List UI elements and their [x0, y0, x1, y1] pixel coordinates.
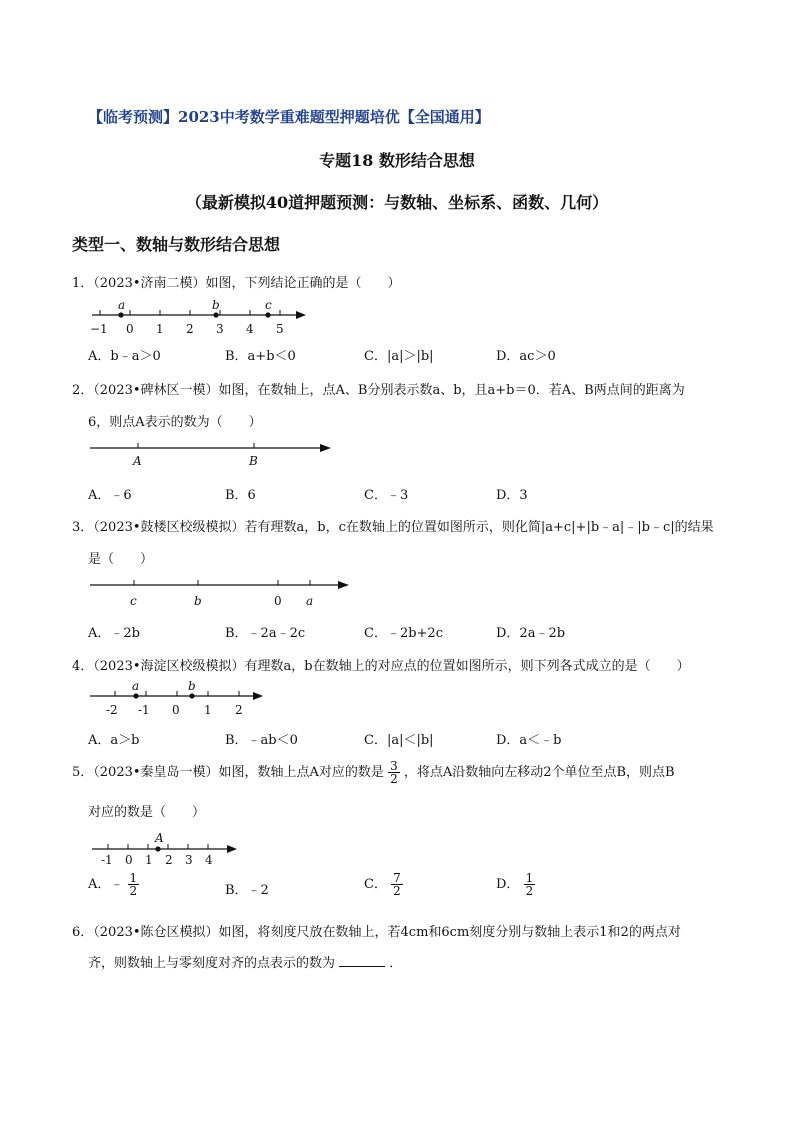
q4-option-d[interactable]: D．a＜﹣b	[496, 733, 562, 748]
q2-option-c[interactable]: C．﹣3	[364, 488, 409, 503]
q5-stem-part1: 5．（2023•秦皇岛一模）如图，数轴上点A对应的数是	[72, 765, 384, 780]
q2-option-d[interactable]: D．3	[496, 488, 528, 503]
q1-point-c	[265, 312, 270, 317]
q4-option-a[interactable]: A．a＞b	[88, 733, 140, 748]
page-title: 专题18 数形结合思想	[319, 151, 475, 170]
q5-number-line	[86, 830, 246, 868]
q3-label-b: b	[194, 594, 202, 608]
q5-stem-part2: ，将点A沿数轴向左移动2个单位至点B，则点B	[403, 765, 675, 780]
q5-tick-label: 4	[205, 853, 213, 867]
q3-label-c: c	[130, 594, 137, 608]
q1-point-a	[118, 312, 123, 317]
q4-point-a	[133, 693, 138, 698]
q6-answer-blank[interactable]	[339, 954, 385, 967]
q3-option-c[interactable]: C．﹣2b+2c	[364, 626, 443, 641]
q5-label-a: A	[155, 831, 164, 845]
q1-tick-label: 1	[156, 322, 164, 336]
q3-option-a[interactable]: A．﹣2b	[88, 626, 140, 641]
q5-tick-label: -1	[101, 853, 113, 867]
q4-tick-label: -1	[138, 703, 150, 717]
q5-option-a[interactable]	[88, 872, 139, 897]
q3-number-line	[86, 578, 356, 608]
q5-stem-line1	[72, 760, 675, 785]
q5-option-d-prefix: D．	[496, 877, 520, 892]
q5-fraction-den: 2	[390, 772, 398, 786]
q5-stem-line2: 对应的数是（ ）	[88, 805, 206, 820]
q2-stem-line1: 2．（2023•碑林区一模）如图，在数轴上，点A、B分别表示数a、b，且a+b＝0．若A、B两点间的距离为	[72, 383, 685, 398]
q5-tick-label: 0	[125, 853, 133, 867]
q5-option-c-prefix: C．	[364, 877, 387, 892]
q4-point-b	[189, 693, 194, 698]
q5-fraction	[388, 760, 400, 785]
q2-number-line	[86, 440, 336, 470]
q4-option-c[interactable]: C．|a|＜|b|	[364, 733, 434, 748]
q5-fraction-num: 3	[390, 759, 398, 773]
q5-option-a-prefix: A．﹣	[88, 877, 124, 892]
q4-tick-label: -2	[106, 703, 118, 717]
q1-label-c: c	[265, 298, 272, 312]
q5-option-d-fraction	[524, 872, 536, 897]
q5-option-d[interactable]	[496, 872, 535, 897]
q6-stem-part1: 齐，则数轴上与零刻度对齐的点表示的数为	[88, 956, 336, 971]
q1-stem: 1．（2023•济南二模）如图，下列结论正确的是（ ）	[72, 276, 401, 291]
q3-stem-line1: 3．（2023•鼓楼区校级模拟）若有理数a，b，c在数轴上的位置如图所示，则化简|a+c|+|b﹣a|﹣|b﹣c|的结果	[72, 520, 714, 535]
q4-number-line	[86, 678, 271, 718]
q4-label-b: b	[188, 679, 196, 693]
q1-option-c[interactable]: C．|a|＞|b|	[364, 349, 434, 364]
q5-option-a-num: 1	[129, 871, 138, 885]
q4-tick-label: 2	[235, 703, 243, 717]
q1-label-a: a	[118, 298, 126, 312]
q1-tick-label: 3	[216, 322, 224, 336]
q5-option-c[interactable]	[364, 872, 403, 897]
q4-tick-label: 1	[204, 703, 212, 717]
q6-stem-part2: ．	[389, 956, 403, 971]
q5-tick-label: 2	[165, 853, 173, 867]
q3-option-b[interactable]: B．﹣2a﹣2c	[225, 626, 306, 641]
q5-option-d-den: 2	[525, 884, 534, 898]
q5-tick-label: 1	[145, 853, 153, 867]
q1-tick-label: 5	[276, 322, 284, 336]
q3-option-d[interactable]: D．2a﹣2b	[496, 626, 566, 641]
q1-tick-label: 0	[126, 322, 134, 336]
q3-stem-line2: 是（ ）	[88, 552, 154, 567]
q1-tick-label: 2	[186, 322, 194, 336]
q1-tick-label: 4	[246, 322, 254, 336]
q5-option-d-num: 1	[525, 871, 534, 885]
q4-stem: 4．（2023•海淀区校级模拟）有理数a，b在数轴上的对应点的位置如图所示，则下列各式成立的是（ ）	[72, 659, 690, 674]
q1-number-line	[86, 296, 316, 340]
q2-label-b: B	[249, 454, 258, 468]
q5-option-c-num: 7	[393, 871, 401, 885]
q4-label-a: a	[132, 679, 140, 693]
q3-label-a: a	[306, 594, 314, 608]
q5-tick-label: 3	[185, 853, 193, 867]
q2-option-b[interactable]: B．6	[225, 488, 256, 503]
q4-tick-label: 0	[172, 703, 180, 717]
q2-stem-line2: 6，则点A表示的数为（ ）	[88, 415, 262, 430]
q5-option-c-fraction	[391, 872, 403, 897]
q1-label-b: b	[212, 298, 220, 312]
q5-option-a-fraction	[128, 872, 140, 897]
q1-option-d[interactable]: D．ac＞0	[496, 349, 556, 364]
q2-label-a: A	[133, 454, 142, 468]
page-header: 【临考预测】2023中考数学重难题型押题培优【全国通用】	[88, 108, 490, 126]
q4-option-b[interactable]: B．﹣ab＜0	[225, 733, 298, 748]
page-subtitle: （最新模拟40道押题预测：与数轴、坐标系、函数、几何）	[185, 193, 609, 212]
q5-option-a-den: 2	[129, 884, 138, 898]
q5-option-b[interactable]: B．﹣2	[225, 883, 269, 898]
q1-option-a[interactable]: A．b﹣a＞0	[88, 349, 161, 364]
q6-stem-line2	[88, 952, 402, 971]
q1-point-b	[213, 312, 218, 317]
q2-option-a[interactable]: A．﹣6	[88, 488, 132, 503]
q3-label-zero: 0	[274, 594, 282, 608]
q5-point-a	[155, 846, 160, 851]
q1-tick-label: −1	[90, 322, 108, 336]
q5-option-c-den: 2	[393, 884, 401, 898]
q1-option-b[interactable]: B．a+b＜0	[225, 349, 296, 364]
q6-stem-line1: 6．（2023•陈仓区模拟）如图，将刻度尺放在数轴上，若4cm和6cm刻度分别与数轴上表示1和2的两点对	[72, 925, 681, 940]
section-heading: 类型一、数轴与数形结合思想	[72, 235, 281, 254]
